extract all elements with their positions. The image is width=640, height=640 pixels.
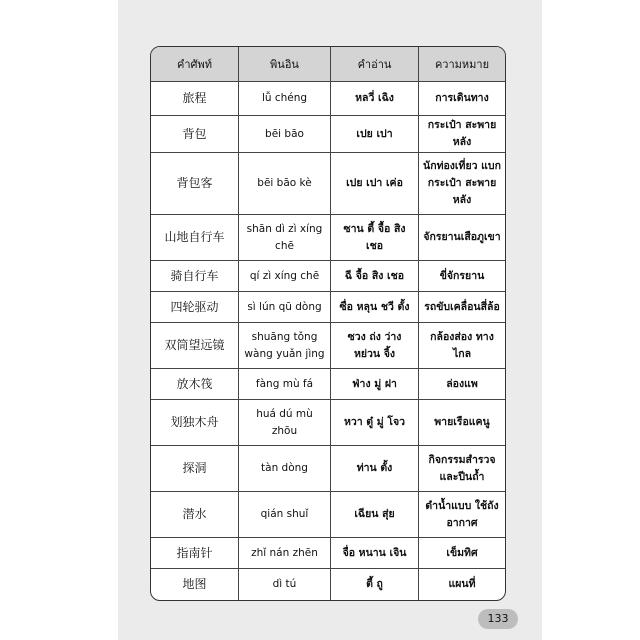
cell-pinyin: qián shuǐ	[239, 492, 331, 538]
header-word: คำศัพท์	[151, 47, 239, 82]
cell-meaning: การเดินทาง	[419, 82, 505, 116]
cell-reading: ซาน ตี้ จื้อ สิง เชอ	[331, 215, 419, 261]
cell-word: 山地自行车	[151, 215, 239, 261]
header-reading: คำอ่าน	[331, 47, 419, 82]
cell-reading: ตี้ ถู	[331, 569, 419, 600]
cell-reading: ฟ่าง มู่ ฝา	[331, 369, 419, 400]
cell-meaning: นักท่องเที่ยว แบกกระเป๋า สะพายหลัง	[419, 153, 505, 215]
cell-pinyin: dì tú	[239, 569, 331, 600]
cell-word: 双筒望远镜	[151, 323, 239, 369]
cell-word: 地图	[151, 569, 239, 600]
cell-pinyin: sì lún qū dòng	[239, 292, 331, 323]
cell-reading: ฉี จื้อ สิง เชอ	[331, 261, 419, 292]
cell-word: 骑自行车	[151, 261, 239, 292]
cell-meaning: กล้องส่อง ทางไกล	[419, 323, 505, 369]
cell-word: 旅程	[151, 82, 239, 116]
header-meaning: ความหมาย	[419, 47, 505, 82]
cell-reading: ซื่อ หลุน ชวี ตั้ง	[331, 292, 419, 323]
table-row	[151, 215, 505, 261]
cell-meaning: กระเป๋า สะพายหลัง	[419, 116, 505, 153]
cell-pinyin: fàng mù fá	[239, 369, 331, 400]
cell-meaning: ขี่จักรยาน	[419, 261, 505, 292]
table-header-row	[151, 47, 505, 82]
cell-word: 背包	[151, 116, 239, 153]
cell-pinyin: bēi bāo kè	[239, 153, 331, 215]
table-row	[151, 492, 505, 538]
cell-word: 探洞	[151, 446, 239, 492]
cell-reading: หลวี่ เฉิง	[331, 82, 419, 116]
table-row	[151, 569, 505, 600]
cell-word: 放木筏	[151, 369, 239, 400]
table-row	[151, 323, 505, 369]
cell-reading: เฉียน สุ่ย	[331, 492, 419, 538]
cell-pinyin: zhǐ nán zhēn	[239, 538, 331, 569]
cell-meaning: แผนที่	[448, 578, 476, 590]
cell-pinyin: bēi bāo	[239, 116, 331, 153]
cell-meaning: พายเรือแคนู	[419, 400, 505, 446]
cell-reading: จื่อ หนาน เจิน	[331, 538, 419, 569]
cell-pinyin: lǚ chéng	[239, 82, 331, 116]
cell-word: 指南针	[151, 538, 239, 569]
table-row	[151, 116, 505, 153]
table-row	[151, 446, 505, 492]
page-number-badge: 133	[478, 609, 518, 629]
cell-meaning: จักรยานเสือภูเขา	[419, 215, 505, 261]
cell-reading: ท่าน ตั้ง	[331, 446, 419, 492]
cell-word: 背包客	[151, 153, 239, 215]
cell-reading: ซวง ถ่ง ว่าง หย่วน จิ้ง	[331, 323, 419, 369]
cell-pinyin: huá dú mù zhōu	[239, 400, 331, 446]
table-row	[151, 400, 505, 446]
table-row	[151, 369, 505, 400]
cell-word: 划独木舟	[151, 400, 239, 446]
cell-reading: เปย เปา	[331, 116, 419, 153]
cell-meaning: เข็มทิศ	[419, 538, 505, 569]
table-row	[151, 261, 505, 292]
table-row	[151, 538, 505, 569]
header-pinyin: พินอิน	[239, 47, 331, 82]
cell-reading: เปย เปา เค่อ	[331, 153, 419, 215]
cell-pinyin: tàn dòng	[239, 446, 331, 492]
cell-meaning: ล่องแพ	[419, 369, 505, 400]
vocabulary-table	[150, 46, 506, 601]
cell-word: 四轮驱动	[151, 292, 239, 323]
table-row	[151, 82, 505, 116]
cell-pinyin: shuāng tǒng wàng yuǎn jìng	[239, 323, 331, 369]
cell-meaning: ดำน้ำแบบ ใช้ถังอากาศ	[419, 492, 505, 538]
table-row	[151, 153, 505, 215]
cell-pinyin: shān dì zì xíng chē	[239, 215, 331, 261]
cell-word: 潜水	[151, 492, 239, 538]
cell-pinyin: qí zì xíng chē	[239, 261, 331, 292]
table-row	[151, 292, 505, 323]
cell-meaning: รถขับเคลื่อนสี่ล้อ	[419, 292, 505, 323]
cell-meaning: กิจกรรมสำรวจ และปีนถ้ำ	[419, 446, 505, 492]
cell-reading: หวา ตู๋ มู่ โจว	[331, 400, 419, 446]
table-body	[151, 82, 505, 600]
